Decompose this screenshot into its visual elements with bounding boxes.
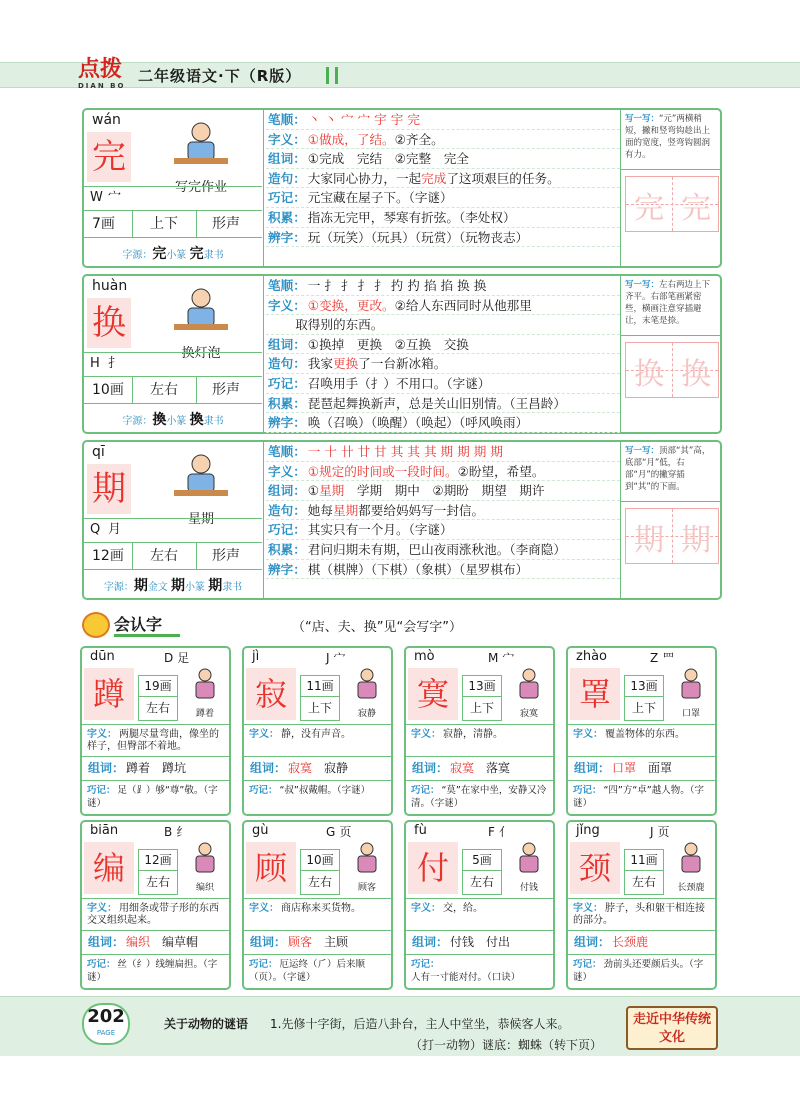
tip-row: 巧记： 足（⻊）够“尊”敬。（字谜）: [82, 780, 229, 816]
source-label: 小篆: [166, 250, 187, 261]
index-row: [84, 352, 262, 376]
quiet-street-icon: [344, 666, 390, 702]
info-line: [266, 462, 620, 482]
line-text: 她每: [307, 502, 333, 518]
tip-row: 巧记： “四”方“卓”越人物。（字谜）: [568, 780, 715, 816]
stroke-count: 19画: [138, 675, 178, 697]
picture-caption: 口罩: [681, 709, 700, 719]
meaning-row: 字义： 商店称来买货物。: [244, 898, 391, 930]
index-letter: W: [90, 190, 103, 205]
words-row: 组词： 顾客 主顾: [244, 930, 391, 954]
bee-mascot-icon: [82, 612, 110, 638]
section-title: 会认字: [114, 615, 163, 634]
word: 寂静: [324, 761, 349, 775]
pinyin: dūn: [90, 649, 115, 664]
writing-panel: [620, 442, 722, 598]
info-line: [266, 315, 620, 335]
mask-icon: [668, 666, 714, 702]
char-type: 形声: [212, 548, 240, 564]
pinyin: biān: [90, 823, 119, 838]
line-label: 积累：: [268, 209, 306, 225]
picture-caption: 写完作业: [174, 180, 227, 195]
word: 蹲着: [126, 761, 151, 775]
info-line: [266, 169, 620, 189]
index-row: B 纟: [164, 825, 189, 839]
meaning-row: 字义： 覆盖物体的东西。: [568, 724, 715, 756]
main-char: 寞: [408, 668, 458, 720]
source-glyph: 換: [189, 412, 204, 428]
line-text: 玩（玩笑）（玩具）（玩赏）（玩物丧志）: [307, 229, 529, 245]
line-label: 辨字：: [268, 229, 306, 245]
pinyin: jì: [252, 649, 260, 664]
word: 寂寞: [288, 761, 313, 775]
write-card: [82, 274, 722, 434]
lonely-icon: [506, 666, 552, 702]
line-text: ①做成，了结。: [307, 131, 395, 147]
picture-caption: 寂静: [357, 709, 376, 719]
line-text: 棋（棋牌）（下棋）（象棋）（星罗棋布）: [307, 561, 529, 577]
writing-panel: [620, 276, 722, 432]
tracing-grid: [625, 342, 719, 398]
riddle-title: 关于动物的谜语: [164, 1017, 249, 1031]
line-text: 指冻无完甲，琴寒有折弦。（李处权）: [307, 209, 516, 225]
words-row: 组词： 口罩 面罩: [568, 756, 715, 780]
stroke-row: [84, 542, 262, 570]
tip-row: 巧记： “莫”在家中坐，安静又冷清。（字谜）: [406, 780, 553, 816]
tip-row: 巧记： “叔”叔戴帽。（字谜）: [244, 780, 391, 816]
line-text: ②齐全。: [394, 131, 444, 147]
source-glyph: 換: [152, 412, 167, 428]
pinyin: mò: [414, 649, 435, 664]
meaning-row: 字义： 两腿尽量弯曲，像坐的样子，但臀部不着地。: [82, 724, 229, 756]
word: 口罩: [612, 761, 637, 775]
source-label: 隶书: [203, 250, 224, 261]
line-label: 笔顺：: [268, 112, 306, 127]
source-label: 金文: [147, 582, 168, 593]
tracing-grid: [625, 508, 719, 564]
index-row: J 页: [650, 825, 670, 839]
read-card: [242, 820, 393, 990]
info-line: [266, 149, 620, 169]
line-text: 星期: [332, 502, 359, 518]
squat-icon: [182, 666, 228, 702]
pinyin: jǐng: [576, 823, 600, 838]
index-row: M 宀: [488, 651, 515, 665]
tip-row: 巧记： 劲前头还要颜后头。（字谜）: [568, 954, 715, 990]
line-text: ②给人东西同时从他那里: [394, 297, 532, 313]
meaning-row: 字义： 用细条或带子形的东西交叉组织起来。: [82, 898, 229, 930]
info-line: [266, 335, 620, 355]
read-card: [404, 820, 555, 990]
read-card: [80, 646, 231, 816]
read-card: [566, 646, 717, 816]
pinyin: gù: [252, 823, 269, 838]
line-text: 琵琶起舞换新声，总是关山旧别情。（王昌龄）: [307, 395, 566, 411]
index-letter: H: [90, 356, 100, 371]
info-line: [266, 481, 620, 501]
word: 长颈鹿: [612, 935, 649, 949]
words-row: 组词： 寂寞 落寞: [406, 756, 553, 780]
page-header: [0, 0, 800, 100]
structure: 左右: [300, 871, 340, 895]
brand-logo: 点拨 DIAN BO: [78, 56, 126, 90]
picture-caption: 编织: [195, 883, 214, 893]
index-row: F 亻: [488, 825, 511, 839]
pinyin: wán: [92, 112, 121, 128]
line-text: 唤（召唤）（唤醒）（唤起）（呼风唤雨）: [307, 415, 529, 431]
index-row: [84, 518, 262, 542]
meaning-row: 字义： 交，给。: [406, 898, 553, 930]
line-text: 星期: [319, 483, 345, 499]
source-label: 隶书: [203, 416, 224, 427]
line-text: ①变换，更改。: [307, 297, 395, 313]
char-type: 形声: [212, 216, 240, 232]
read-card: [404, 646, 555, 816]
words-row: 组词： 寂寞 寂静: [244, 756, 391, 780]
trace-char: 换: [634, 357, 664, 392]
info-line: [266, 413, 620, 433]
line-text: 丶 丶 宀 宀 宇 宇 完: [307, 112, 420, 127]
trace-char: 换: [681, 357, 711, 392]
section-header: [82, 610, 682, 640]
info-line: [266, 520, 620, 540]
source-label: 小篆: [166, 416, 187, 427]
info-line: [266, 228, 620, 248]
line-label: 造句：: [268, 356, 306, 372]
line-label: 积累：: [268, 395, 306, 411]
stroke-count: 13画: [624, 675, 664, 697]
structure: 左右: [150, 548, 178, 564]
picture-caption: 顾客: [357, 883, 376, 893]
line-label: 字义：: [268, 131, 306, 147]
main-char: 顾: [246, 842, 296, 894]
line-label: 字义：: [268, 463, 306, 479]
structure: 左右: [462, 871, 502, 895]
info-line: [266, 501, 620, 521]
info-line: [266, 560, 620, 580]
radical: 宀: [108, 190, 122, 205]
structure: 上下: [300, 697, 340, 721]
structure: 左右: [150, 382, 178, 398]
line-label: 巧记：: [268, 522, 306, 538]
line-label: 组词：: [268, 336, 306, 352]
weekday-wheel-icon: [166, 450, 236, 500]
structure: 左右: [624, 871, 664, 895]
line-text: ①规定的时间或一段时间。: [307, 463, 458, 479]
info-line: [266, 442, 620, 462]
word: 落寞: [486, 761, 511, 775]
word: 编织: [126, 935, 151, 949]
line-text: 元宝藏在屋子下。（字谜）: [307, 190, 453, 206]
customer-icon: [344, 840, 390, 876]
info-panel: [266, 110, 620, 266]
info-line: [266, 130, 620, 150]
line-label: 笔顺：: [268, 278, 306, 293]
index-row: G 页: [326, 825, 352, 839]
info-line: [266, 276, 620, 296]
meaning-row: 字义： 脖子，头和躯干相连接的部分。: [568, 898, 715, 930]
wallet-icon: [506, 840, 552, 876]
stroke-count: 10画: [92, 382, 124, 398]
word: 顾客: [288, 935, 313, 949]
book-title: 二年级语文·下（R版）: [138, 67, 302, 85]
words-row: 组词： 编织 编草帽: [82, 930, 229, 954]
picture-caption: 蹲着: [195, 709, 214, 719]
decor-bars: [326, 67, 338, 84]
index-row: D 足: [164, 651, 190, 665]
tip-row: 巧记： 厄运终（⺁）后来顺（页）。（字谜）: [244, 954, 391, 990]
main-char: 颈: [570, 842, 620, 894]
stroke-count: 7画: [92, 216, 115, 232]
word: 付钱: [450, 935, 475, 949]
radical: 扌: [108, 356, 122, 371]
info-line: [266, 540, 620, 560]
meaning-row: 字义： 静，没有声音。: [244, 724, 391, 756]
pinyin: fù: [414, 823, 427, 838]
char-source: 字源：期金文 期小篆 期隶书: [103, 578, 243, 594]
index-row: J 宀: [326, 651, 346, 665]
word: 寂寞: [450, 761, 475, 775]
trace-char: 期: [634, 523, 664, 558]
line-label: 巧记：: [268, 375, 306, 391]
source-glyph: 完: [189, 246, 204, 262]
info-line: [266, 394, 620, 414]
info-panel: [266, 442, 620, 598]
stroke-count: 11画: [300, 675, 340, 697]
line-text: 大家同心协力，一起: [307, 170, 422, 186]
structure: 左右: [138, 871, 178, 895]
line-text: 我家: [307, 356, 333, 372]
line-text: 更换: [332, 356, 359, 372]
writing-tip: 写一写：左右两边上下齐平。右部笔画紧密些，横画注意穿插避让，末笔是捺。: [621, 276, 722, 336]
page-number: 202 PAGE: [82, 1003, 130, 1045]
knitting-icon: [182, 840, 228, 876]
word: 编草帽: [162, 935, 199, 949]
line-text: 召唤用手（扌）不用口。（字谜）: [307, 375, 491, 391]
read-card: [80, 820, 231, 990]
stroke-count: 12画: [138, 849, 178, 871]
source-label: 小篆: [185, 582, 205, 593]
main-char: 换: [87, 298, 131, 348]
structure: 上下: [624, 697, 664, 721]
read-card: [242, 646, 393, 816]
line-text: ①换掉 更换 ②互换 交换: [307, 336, 469, 352]
line-text: ②盼望，希望。: [457, 463, 545, 479]
info-line: [266, 208, 620, 228]
stroke-count: 5画: [462, 849, 502, 871]
radical: 月: [108, 522, 122, 537]
line-text: 一 十 卄 廿 甘 其 其 其 期 期 期 期: [307, 444, 503, 459]
stroke-count: 13画: [462, 675, 502, 697]
picture-caption: 寂寞: [519, 709, 538, 719]
meaning-row: 字义： 寂静，清静。: [406, 724, 553, 756]
giraffe-icon: [668, 840, 714, 876]
main-char: 完: [87, 132, 131, 182]
riddle-answer: （打一动物）谜底：蜘蛛（转下页）: [410, 1038, 603, 1052]
writing-tip: 写一写：“元”两横稍短，撇和竖弯钩趁出上面的宽度，竖弯钩圆润有力。: [621, 110, 722, 170]
pinyin: huàn: [92, 278, 128, 294]
source-glyph: 期: [171, 578, 185, 594]
info-line: [266, 110, 620, 130]
char-panel: [84, 110, 264, 266]
pinyin: zhào: [576, 649, 607, 664]
writing-tip: 写一写：顶部“其”高，底部“月”低，右部“月”的撇穿插到“其”的下面。: [621, 442, 722, 502]
line-text: 一 扌 扌 扌 扌 扚 扚 掐 掐 换 换: [307, 278, 487, 293]
char-type: 形声: [212, 382, 240, 398]
line-text: ①: [307, 483, 320, 499]
homework-icon: [166, 118, 236, 168]
read-card: [566, 820, 717, 990]
line-text: 君问归期未有期，巴山夜雨涨秋池。（李商隐）: [307, 541, 566, 557]
stroke-row: [84, 376, 262, 404]
main-char: 编: [84, 842, 134, 894]
source-glyph: 完: [152, 246, 167, 262]
main-char: 期: [87, 464, 131, 514]
line-label: 辨字：: [268, 415, 306, 431]
line-label: 造句：: [268, 502, 306, 518]
trace-char: 完: [634, 191, 664, 226]
stroke-count: 12画: [92, 548, 124, 564]
trace-char: 期: [681, 523, 711, 558]
main-char: 蹲: [84, 668, 134, 720]
section-note: （“店、夫、换”见“会写字”）: [292, 620, 462, 635]
info-line: [266, 354, 620, 374]
source-glyph: 期: [208, 578, 223, 594]
word: 主顾: [324, 935, 349, 949]
structure: 上下: [462, 697, 502, 721]
main-char: 寂: [246, 668, 296, 720]
tip-row: 巧记： 丝（纟）线缠扁担。（字谜）: [82, 954, 229, 990]
char-source: 字源：換小篆 換隶书: [122, 412, 224, 428]
source-label: 隶书: [222, 582, 243, 593]
words-row: 组词： 长颈鹿: [568, 930, 715, 954]
tracing-grid: [625, 176, 719, 232]
char-panel: [84, 276, 264, 432]
index-row: Z 罒: [650, 651, 675, 665]
picture-caption: 换灯泡: [181, 346, 221, 361]
write-card: [82, 440, 722, 600]
picture-caption: 星期: [187, 512, 214, 527]
structure: 左右: [138, 697, 178, 721]
index-row: [84, 186, 262, 210]
stroke-count: 11画: [624, 849, 664, 871]
write-card: [82, 108, 722, 268]
line-text: 都要给妈妈写一封信。: [358, 502, 485, 518]
tip-row: 巧记：人有一寸能对付。（口诀）: [406, 954, 553, 990]
picture-caption: 长颈鹿: [677, 883, 705, 893]
words-row: 组词： 付钱 付出: [406, 930, 553, 954]
line-label: 组词：: [268, 151, 306, 167]
words-row: 组词： 蹲着 蹲坑: [82, 756, 229, 780]
line-text: ①完成 完结 ②完整 完全: [307, 151, 469, 167]
line-label: 巧记：: [268, 190, 306, 206]
info-line: [266, 296, 620, 316]
line-label: 造句：: [268, 170, 306, 186]
line-label: 辨字：: [268, 561, 306, 577]
culture-stamp: 走近中华传统文化: [626, 1006, 718, 1050]
title-underline: [114, 634, 180, 637]
line-text: 了一台新冰箱。: [358, 356, 447, 372]
main-char: 付: [408, 842, 458, 894]
line-text: 了这项艰巨的任务。: [446, 170, 560, 186]
char-source: 字源：完小篆 完隶书: [122, 246, 224, 262]
line-label: 笔顺：: [268, 444, 306, 459]
bulb-change-icon: [166, 284, 236, 334]
line-text: 取得别的东西。: [270, 317, 384, 333]
word: 付出: [486, 935, 511, 949]
line-text: 完成: [421, 170, 447, 186]
line-text: 学期 期中 ②期盼 期望 期许: [344, 483, 545, 499]
pinyin: qī: [92, 444, 105, 460]
stroke-row: [84, 210, 262, 238]
word: 蹲坑: [162, 761, 187, 775]
line-label: 字义：: [268, 297, 306, 313]
char-panel: [84, 442, 264, 598]
picture-caption: 付钱: [519, 883, 538, 893]
stroke-count: 10画: [300, 849, 340, 871]
structure: 上下: [150, 216, 178, 232]
writing-panel: [620, 110, 722, 266]
trace-char: 完: [681, 191, 711, 226]
line-text: 其实只有一个月。（字谜）: [307, 522, 453, 538]
index-letter: Q: [90, 522, 101, 537]
riddle-text: 1.先修十字街，后造八卦台，主人中堂坐，恭候客人来。: [270, 1017, 570, 1031]
info-line: [266, 374, 620, 394]
word: 面罩: [648, 761, 673, 775]
line-label: 积累：: [268, 541, 306, 557]
info-line: [266, 188, 620, 208]
info-panel: [266, 276, 620, 432]
main-char: 罩: [570, 668, 620, 720]
line-label: 组词：: [268, 483, 306, 499]
source-glyph: 期: [133, 578, 148, 594]
